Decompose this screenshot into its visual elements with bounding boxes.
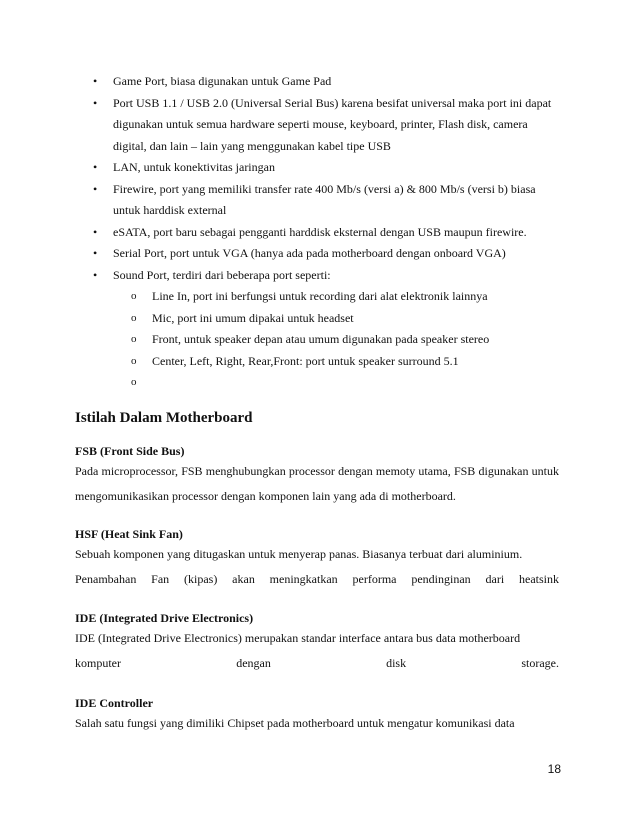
circle-bullet-icon: o: [131, 311, 137, 324]
ide-paragraph: [75, 626, 559, 676]
bullet-icon: •: [93, 181, 98, 196]
port-bullet-list: [93, 71, 563, 388]
list-item: • LAN, untuk konektivitas jaringan: [93, 157, 563, 179]
circle-bullet-icon: o: [131, 354, 137, 367]
bullet-icon: •: [93, 267, 98, 282]
list-item: • Port USB 1.1 / USB 2.0 (Universal Serial Bus) karena besifat universal maka port ini dapat digunakan untuk semua hardware seperti mouse, keyboard, printer, Flash disk, camera digital, dan lain – lain yang menggunakan kabel tipe USB: [93, 93, 563, 158]
sublist-item: o Line In, port ini berfungsi untuk recording dari alat elektronik lainnya: [131, 286, 563, 308]
ide-line-1: IDE (Integrated Drive Electronics) merupakan standar interface antara bus data motherboard: [75, 631, 521, 645]
ide-controller-paragraph: Salah satu fungsi yang dimiliki Chipset pada motherboard untuk mengatur komunikasi data: [75, 716, 515, 730]
bullet-icon: •: [93, 160, 98, 174]
list-item: • Game Port, biasa digunakan untuk Game Pad: [93, 71, 563, 93]
section-title: Istilah Dalam Motherboard: [75, 410, 253, 426]
bullet-icon: •: [93, 224, 98, 239]
fsb-paragraph: Pada microprocessor, FSB menghubungkan processor dengan memoty utama, FSB digunakan untuk mengomunikasikan processor dengan komponen lain yang ada di motherboard.: [75, 464, 559, 503]
term-fsb: FSB (Front Side Bus): [75, 444, 185, 458]
hsf-line-1: Sebuah komponen yang ditugaskan untuk menyerap panas. Biasanya terbuat dari aluminium.: [75, 547, 523, 561]
bullet-icon: •: [93, 74, 98, 88]
sublist-item: o Center, Left, Right, Rear,Front: port untuk speaker surround 5.1: [131, 351, 563, 373]
sound-port-sublist: [113, 286, 563, 388]
list-item: • Serial Port, port untuk VGA (hanya ada pada motherboard dengan onboard VGA): [93, 243, 563, 265]
hsf-line-2: Penambahan Fan (kipas) akan meningkatkan performa pendinginan dari heatsink: [75, 572, 559, 586]
circle-bullet-icon: o: [131, 333, 137, 345]
list-item: • Sound Port, terdiri dari beberapa port seperti: o Line In, port ini berfungsi untuk recording dari alat elektronik lainnya o Mic, port ini umum dipakai untuk headset o Front, untuk speaker depan atau umum digunakan pada speaker stereo o Center, Left, Right, Rear,Front: port untuk speaker surround 5.1 o: [93, 265, 563, 373]
circle-bullet-icon: o: [131, 290, 137, 302]
hsf-paragraph: [75, 542, 559, 592]
ide-line-2: komputer dengan disk storage.: [75, 656, 559, 670]
circle-bullet-icon: o: [131, 376, 137, 388]
page-number: 18: [547, 762, 561, 776]
sublist-item: o Front, untuk speaker depan atau umum digunakan pada speaker stereo: [131, 329, 563, 351]
term-ide: IDE (Integrated Drive Electronics): [75, 611, 254, 625]
bullet-icon: •: [93, 246, 98, 260]
sublist-item: o Mic, port ini umum dipakai untuk headset: [131, 308, 563, 330]
term-ide-controller: IDE Controller: [75, 696, 154, 710]
list-item: • eSATA, port baru sebagai pengganti harddisk eksternal dengan USB maupun firewire.: [93, 222, 563, 244]
bullet-icon: •: [93, 95, 98, 110]
list-item: • Firewire, port yang memiliki transfer rate 400 Mb/s (versi a) & 800 Mb/s (versi b) biasa untuk harddisk external: [93, 179, 563, 222]
term-hsf: HSF (Heat Sink Fan): [75, 527, 183, 541]
